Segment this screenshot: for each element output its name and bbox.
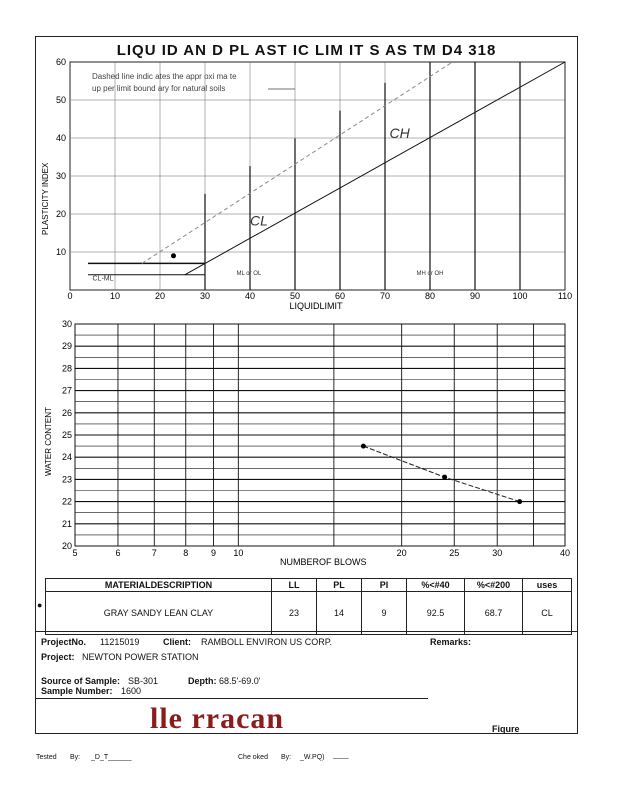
checked-by-label: By: bbox=[281, 754, 292, 761]
tested-by-label: By: bbox=[70, 754, 81, 761]
plasticity-y-tick: 40 bbox=[55, 133, 66, 143]
flow-y-tick: 26 bbox=[61, 407, 72, 418]
company-logo: lle rracan bbox=[150, 702, 285, 735]
plasticity-note-line1: Dashed line indic ates the appr oxi ma te bbox=[92, 72, 237, 81]
th-pi: PI bbox=[362, 579, 407, 592]
checked-by: _W.PQ) bbox=[300, 754, 325, 761]
plasticity-y-tick: 10 bbox=[55, 247, 66, 257]
client-label: Client: bbox=[163, 637, 191, 647]
project-no-label: ProjectNo. bbox=[41, 637, 87, 647]
plasticity-x-tick: 0 bbox=[67, 291, 73, 301]
source-value: SB-301 bbox=[128, 676, 159, 686]
flow-y-tick: 21 bbox=[61, 518, 72, 529]
th-p40: %<#40 bbox=[407, 579, 465, 592]
plasticity-x-tick: 30 bbox=[199, 291, 211, 301]
plasticity-x-tick: 110 bbox=[557, 291, 573, 301]
sample-label: Sample Number: bbox=[41, 686, 113, 696]
plasticity-x-tick: 80 bbox=[424, 291, 436, 301]
cell-pi: 9 bbox=[362, 592, 407, 635]
divider-project bbox=[36, 631, 577, 632]
plasticity-y-tick: 30 bbox=[55, 171, 66, 181]
zone-label-ch: CH bbox=[389, 125, 410, 141]
cell-p40: 92.5 bbox=[407, 592, 465, 635]
cell-description: GRAY SANDY LEAN CLAY bbox=[46, 592, 272, 635]
plasticity-y-tick: 60 bbox=[55, 57, 66, 67]
flow-x-tick: 40 bbox=[559, 548, 571, 558]
plasticity-x-tick: 20 bbox=[154, 291, 166, 301]
plasticity-x-tick: 70 bbox=[379, 291, 391, 301]
zone-label-mhoh: MH or OH bbox=[416, 270, 444, 277]
plasticity-x-tick: 10 bbox=[109, 291, 121, 301]
flow-x-tick: 8 bbox=[183, 548, 189, 558]
plasticity-x-tick: 50 bbox=[289, 291, 301, 301]
flow-y-tick: 29 bbox=[61, 341, 72, 352]
flow-x-tick: 20 bbox=[396, 548, 407, 558]
project-label: Project: bbox=[41, 652, 75, 662]
th-p200: %<#200 bbox=[465, 579, 523, 592]
plasticity-xlabel: LIQUIDLIMIT bbox=[289, 301, 343, 311]
checked-label: Che oked bbox=[238, 754, 268, 761]
depth-label: Depth: bbox=[188, 676, 217, 686]
plasticity-ylabel: PLASTICITY INDEX bbox=[41, 162, 50, 235]
flow-y-tick: 20 bbox=[61, 541, 72, 551]
flow-y-tick: 23 bbox=[61, 474, 72, 485]
plasticity-note-line2: up per limit bound ary for natural soils bbox=[92, 84, 226, 93]
zone-label-cl: CL bbox=[250, 212, 268, 229]
remarks-label: Remarks: bbox=[430, 637, 472, 647]
th-ll: LL bbox=[272, 579, 317, 592]
flow-y-tick: 28 bbox=[61, 363, 72, 374]
divider-logo bbox=[36, 698, 428, 699]
plasticity-x-tick: 90 bbox=[469, 291, 481, 301]
cell-ll: 23 bbox=[272, 592, 317, 635]
flow-x-tick: 9 bbox=[210, 548, 217, 558]
depth-value: 68.5'-69.0' bbox=[219, 676, 261, 686]
project-name: NEWTON POWER STATION bbox=[82, 652, 199, 662]
th-uses: uses bbox=[523, 579, 572, 592]
flow-data-point bbox=[361, 444, 366, 449]
flow-x-tick: 10 bbox=[233, 548, 244, 558]
flow-y-tick: 30 bbox=[61, 319, 72, 329]
plasticity-y-tick: 50 bbox=[55, 95, 66, 105]
flow-y-tick: 24 bbox=[61, 452, 72, 463]
flow-xlabel: NUMBEROF BLOWS bbox=[280, 557, 367, 567]
tested-by: _D_T______ bbox=[91, 754, 132, 761]
flow-line bbox=[363, 446, 519, 502]
client-name: RAMBOLL ENVIRON US CORP. bbox=[201, 637, 333, 647]
report-title: LIQU ID AN D PL AST IC LIM IT S AS TM D4 318 bbox=[116, 42, 497, 59]
cell-pl: 14 bbox=[317, 592, 362, 635]
flow-x-tick: 6 bbox=[115, 548, 121, 558]
plasticity-x-tick: 60 bbox=[334, 291, 346, 301]
cell-p200: 68.7 bbox=[465, 592, 523, 635]
cell-uses: CL bbox=[523, 592, 572, 635]
plasticity-x-tick: 100 bbox=[512, 291, 528, 301]
flow-data-point bbox=[517, 499, 522, 504]
flow-y-tick: 25 bbox=[61, 430, 72, 440]
flow-ylabel: WATER CONTENT bbox=[44, 407, 53, 476]
tested-label: Tested bbox=[36, 754, 57, 761]
flow-x-tick: 5 bbox=[72, 548, 78, 558]
project-no: 11215019 bbox=[100, 637, 140, 647]
footer-dash: ____ bbox=[333, 752, 349, 759]
flow-data-point bbox=[442, 475, 447, 480]
flow-x-tick: 7 bbox=[151, 548, 157, 558]
sample-value: 1600 bbox=[121, 686, 142, 696]
figure-label: Fiqure bbox=[492, 724, 520, 734]
table-header-row bbox=[46, 579, 572, 592]
row-marker-icon: ● bbox=[37, 600, 43, 610]
flow-y-tick: 27 bbox=[61, 385, 72, 396]
plasticity-y-tick: 20 bbox=[55, 209, 66, 219]
th-pl: PL bbox=[317, 579, 362, 592]
flow-y-tick: 22 bbox=[61, 496, 72, 507]
table-row bbox=[46, 592, 572, 635]
flow-x-tick: 30 bbox=[492, 548, 503, 558]
flow-x-tick: 25 bbox=[449, 548, 460, 558]
plasticity-x-tick: 40 bbox=[244, 291, 256, 301]
zone-label-mlol: ML or OL bbox=[236, 270, 262, 277]
zone-label-clml: CL-ML bbox=[92, 275, 114, 283]
material-table bbox=[45, 578, 572, 635]
th-description: MATERIALDESCRIPTION bbox=[46, 579, 272, 592]
source-label: Source of Sample: bbox=[41, 676, 121, 686]
